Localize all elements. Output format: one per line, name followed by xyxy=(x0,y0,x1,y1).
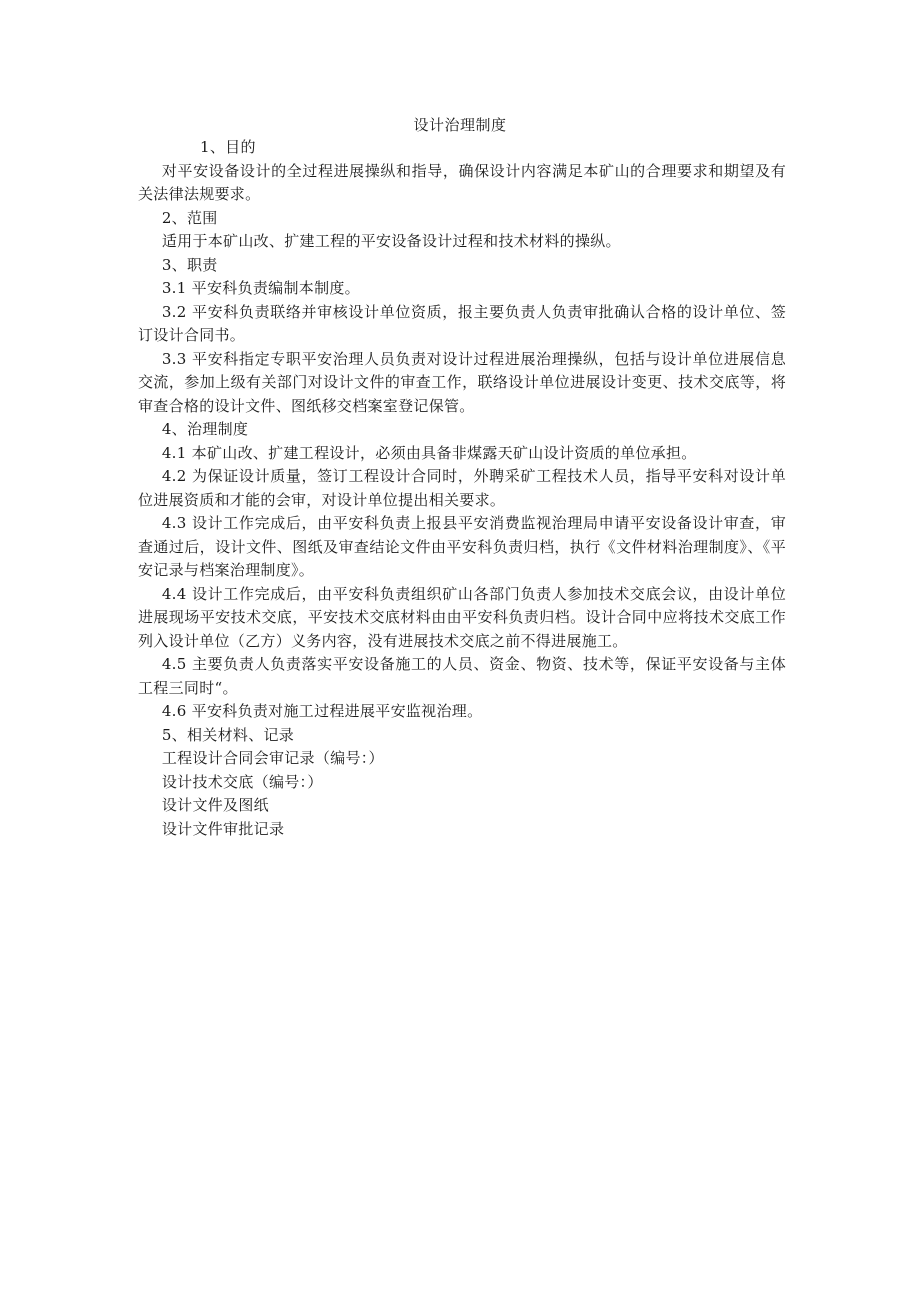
record-item: 设计文件及图纸 xyxy=(161,796,269,814)
section-heading-rules: 4、治理制度 xyxy=(161,420,249,438)
paragraph-duty-3-2: 3.2 平安科负责联络并审核设计单位资质，报主要负责人负责审批确认合格的设计单位、签订设计合同书。 xyxy=(138,302,786,344)
section-heading-duties: 3、职责 xyxy=(161,255,218,274)
document-body xyxy=(138,136,786,841)
paragraph-rule-4-4: 4.4 设计工作完成后，由平安科负责组织矿山各部门负责人参加技术交底会议，由设计单位进展现场平安技术交底，平安技术交底材料由由平安科负责归档。设计合同中应将技术交底工作列入设计单位（乙方）义务内容，没有进展技术交底之前不得进展施工。 xyxy=(138,584,786,650)
paragraph-scope: 适用于本矿山改、扩建工程的平安设备设计过程和技术材料的操纵。 xyxy=(161,232,621,250)
record-item: 设计文件审批记录 xyxy=(161,819,285,838)
paragraph-rule-4-1: 4.1 本矿山改、扩建工程设计，必须由具备非煤露天矿山设计资质的单位承担。 xyxy=(161,443,697,462)
section-heading-scope: 2、范围 xyxy=(161,208,218,227)
paragraph-duty-3-1: 3.1 平安科负责编制本制度。 xyxy=(161,279,360,297)
paragraph-rule-4-5: 4.5 主要负责人负责落实平安设备施工的人员、资金、物资、技术等，保证平安设备与主体工程三同时“。 xyxy=(138,655,786,697)
section-heading-purpose: 1、目的 xyxy=(200,138,256,156)
paragraph-rule-4-2: 4.2 为保证设计质量，签订工程设计合同时，外聘采矿工程技术人员，指导平安科对设计单位进展资质和才能的会审，对设计单位提出相关要求。 xyxy=(138,467,786,509)
record-item: 设计技术交底（编号：） xyxy=(161,772,323,791)
paragraph-rule-4-6: 4.6 平安科负责对施工过程进展平安监视治理。 xyxy=(161,702,483,720)
paragraph-duty-3-3: 3.3 平安科指定专职平安治理人员负责对设计过程进展治理操纵，包括与设计单位进展信息交流，参加上级有关部门对设计文件的审查工作，联络设计单位进展设计变更、技术交底等，将审查合格的设计文件、图纸移交档案室登记保管。 xyxy=(138,349,786,415)
paragraph-rule-4-3: 4.3 设计工作完成后，由平安科负责上报县平安消费监视治理局申请平安设备设计审查，审查通过后，设计文件、图纸及审查结论文件由平安科负责归档，执行《文件材料治理制度》、《平安记录与档案治理制度》。 xyxy=(138,514,786,579)
section-heading-records: 5、相关材料、记录 xyxy=(161,725,295,744)
document-title: 设计治理制度 xyxy=(413,116,507,134)
record-item: 工程设计合同会审记录（编号：） xyxy=(161,749,384,767)
paragraph-purpose: 对平安设备设计的全过程进展操纵和指导，确保设计内容满足本矿山的合理要求和期望及有关法律法规要求。 xyxy=(138,161,786,203)
